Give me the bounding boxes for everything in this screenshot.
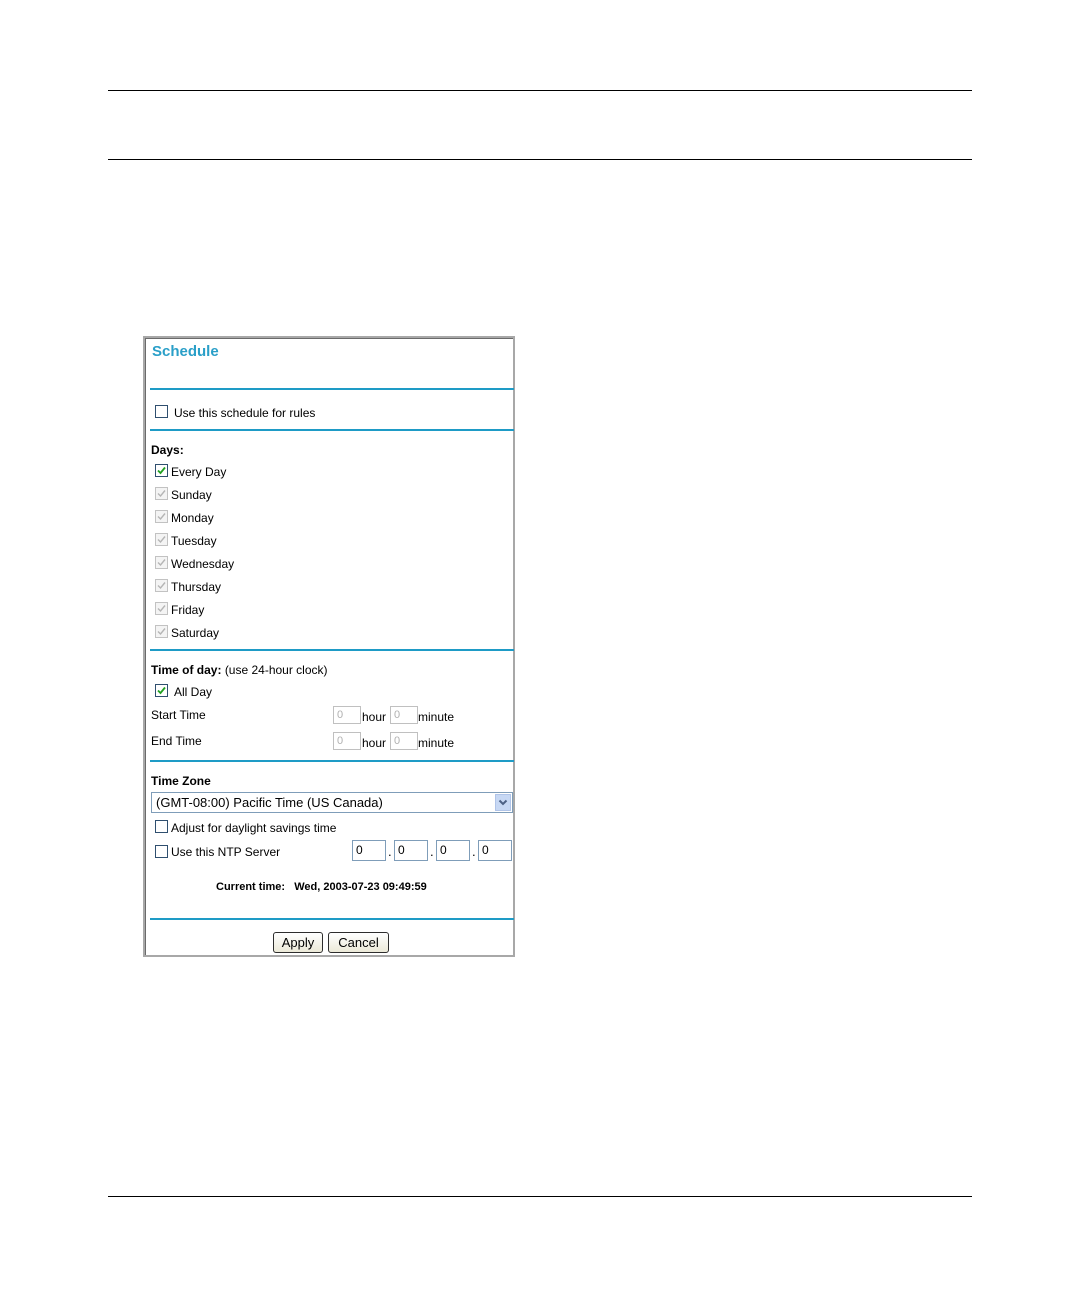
day-label-tuesday: Tuesday <box>171 534 217 548</box>
every-day-checkbox[interactable] <box>155 464 168 477</box>
current-time-label: Current time: <box>216 881 286 893</box>
check-icon <box>157 627 166 636</box>
ntp-checkbox[interactable] <box>155 845 168 858</box>
start-minute-unit: minute <box>418 710 455 724</box>
page-title: Schedule <box>152 343 219 360</box>
day-label-friday: Friday <box>171 603 205 617</box>
use-schedule-label: Use this schedule for rules <box>174 406 316 420</box>
start-hour-input[interactable]: 0 <box>333 706 361 724</box>
check-icon <box>157 466 166 475</box>
schedule-panel <box>143 336 515 957</box>
end-minute-input[interactable]: 0 <box>390 732 418 750</box>
ntp-dot: . <box>472 844 476 859</box>
section-divider <box>150 918 514 920</box>
all-day-checkbox[interactable] <box>155 684 168 697</box>
every-day-label: Every Day <box>171 465 227 479</box>
check-icon <box>157 512 166 521</box>
check-icon <box>157 604 166 613</box>
days-heading: Days: <box>151 443 184 457</box>
end-minute-unit: minute <box>418 736 455 750</box>
section-divider <box>150 649 514 651</box>
day-checkbox-sunday[interactable] <box>155 487 168 500</box>
end-hour-input[interactable]: 0 <box>333 732 361 750</box>
check-icon <box>157 535 166 544</box>
header-rule-top <box>108 90 972 91</box>
day-checkbox-saturday[interactable] <box>155 625 168 638</box>
ntp-label: Use this NTP Server <box>171 845 281 859</box>
time-of-day-heading-row <box>151 663 328 677</box>
time-of-day-hint: (use 24-hour clock) <box>224 663 328 677</box>
check-icon <box>157 686 166 695</box>
check-icon <box>157 581 166 590</box>
start-time-label: Start Time <box>151 708 206 722</box>
day-checkbox-monday[interactable] <box>155 510 168 523</box>
apply-button[interactable]: Apply <box>273 932 323 953</box>
section-divider <box>150 760 514 762</box>
day-label-wednesday: Wednesday <box>171 557 235 571</box>
ntp-octet-4-input[interactable]: 0 <box>478 840 512 861</box>
ntp-octet-1-input[interactable]: 0 <box>352 840 386 861</box>
cancel-button[interactable]: Cancel <box>328 932 389 953</box>
day-checkbox-wednesday[interactable] <box>155 556 168 569</box>
check-icon <box>157 489 166 498</box>
current-time-value: Wed, 2003-07-23 09:49:59 <box>294 881 427 893</box>
chevron-down-icon[interactable] <box>495 794 511 811</box>
end-time-label: End Time <box>151 734 202 748</box>
current-time-row <box>216 881 427 893</box>
time-zone-heading: Time Zone <box>151 774 211 788</box>
end-hour-unit: hour <box>362 736 387 750</box>
day-label-sunday: Sunday <box>171 488 212 502</box>
footer-rule <box>108 1196 972 1197</box>
day-label-monday: Monday <box>171 511 214 525</box>
day-checkbox-friday[interactable] <box>155 602 168 615</box>
start-hour-unit: hour <box>362 710 387 724</box>
ntp-dot: . <box>388 844 392 859</box>
section-divider <box>150 388 514 390</box>
all-day-label: All Day <box>174 685 213 699</box>
day-checkbox-tuesday[interactable] <box>155 533 168 546</box>
time-of-day-heading: Time of day: <box>151 663 222 677</box>
ntp-dot: . <box>430 844 434 859</box>
ntp-octet-2-input[interactable]: 0 <box>394 840 428 861</box>
ntp-octet-3-input[interactable]: 0 <box>436 840 470 861</box>
time-zone-selected-value: (GMT-08:00) Pacific Time (US Canada) <box>156 795 383 810</box>
dst-label: Adjust for daylight savings time <box>171 821 337 835</box>
dst-checkbox[interactable] <box>155 820 168 833</box>
time-zone-select[interactable] <box>151 792 513 813</box>
day-label-saturday: Saturday <box>171 626 220 640</box>
header-rule-bottom <box>108 159 972 160</box>
use-schedule-checkbox[interactable] <box>155 405 168 418</box>
section-divider <box>150 429 514 431</box>
day-checkbox-thursday[interactable] <box>155 579 168 592</box>
start-minute-input[interactable]: 0 <box>390 706 418 724</box>
day-label-thursday: Thursday <box>171 580 222 594</box>
check-icon <box>157 558 166 567</box>
